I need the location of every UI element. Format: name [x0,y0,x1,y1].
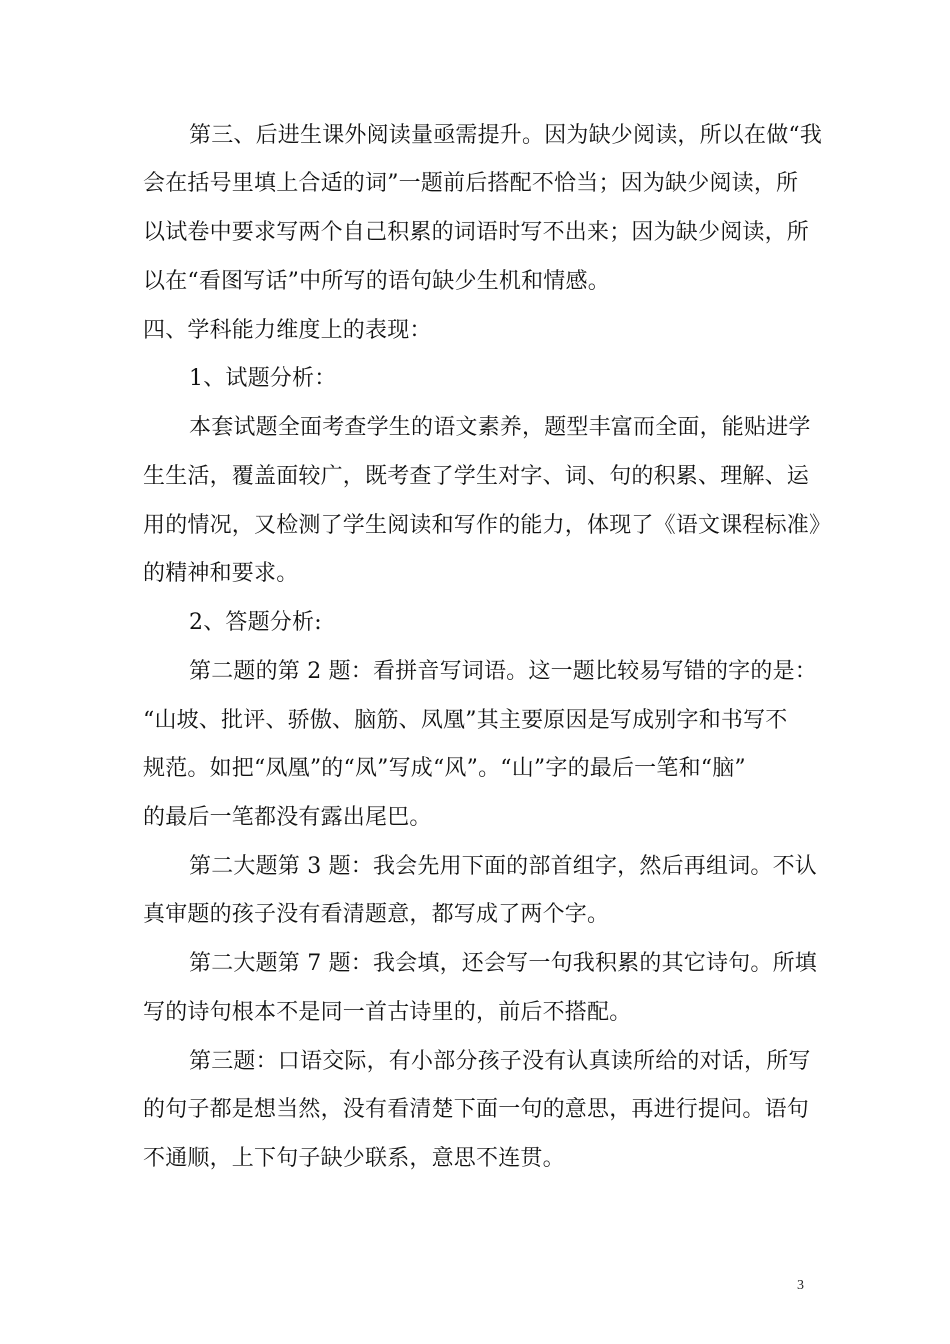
text-line: “山坡、批评、骄傲、脑筋、凤凰”其主要原因是写成别字和书写不 [143,708,788,733]
text-line: 的句子都是想当然，没有看清楚下面一句的意思，再进行提问。语句 [143,1097,810,1122]
text-line: 不通顺，上下句子缺少联系，意思不连贯。 [143,1146,565,1171]
text-line: 真审题的孩子没有看清题意，都写成了两个字。 [143,902,610,927]
text-line: 以试卷中要求写两个自己积累的词语时写不出来；因为缺少阅读，所 [143,220,810,245]
text-line: 写的诗句根本不是同一首古诗里的，前后不搭配。 [143,1000,632,1025]
text-line: 的最后一笔都没有露出尾巴。 [143,805,432,830]
text-line: 第二大题第 7 题：我会填，还会写一句我积累的其它诗句。所填 [189,951,817,976]
text-line: 第二大题第 3 题：我会先用下面的部首组字，然后再组词。不认 [189,854,817,879]
text-line: 本套试题全面考查学生的语文素养，题型丰富而全面，能贴进学 [189,415,811,440]
text-line: 的精神和要求。 [143,561,299,586]
text-line: 规范。如把“凤凰”的“凤”写成“风”。“山”字的最后一笔和“脑” [143,756,746,781]
text-line: 用的情况，又检测了学生阅读和写作的能力，体现了《语文课程标准》 [143,513,832,538]
page-number: 3 [797,1278,804,1293]
text-line: 第三、后进生课外阅读量亟需提升。因为缺少阅读，所以在做“我 [189,123,823,148]
subsection-heading: 2、答题分析: [189,610,322,635]
text-line: 会在括号里填上合适的词”一题前后搭配不恰当；因为缺少阅读，所 [143,171,799,196]
subsection-heading: 1、试题分析： [189,366,337,391]
text-line: 生生活，覆盖面较广，既考查了学生对字、词、句的积累、理解、运 [143,464,810,489]
section-heading: 四、学科能力维度上的表现： [143,318,432,343]
text-line: 第三题：口语交际，有小部分孩子没有认真读所给的对话，所写 [189,1049,811,1074]
text-line: 以在“看图写话”中所写的语句缺少生机和情感。 [143,269,610,294]
text-line: 第二题的第 2 题：看拼音写词语。这一题比较易写错的字的是： [189,659,817,684]
